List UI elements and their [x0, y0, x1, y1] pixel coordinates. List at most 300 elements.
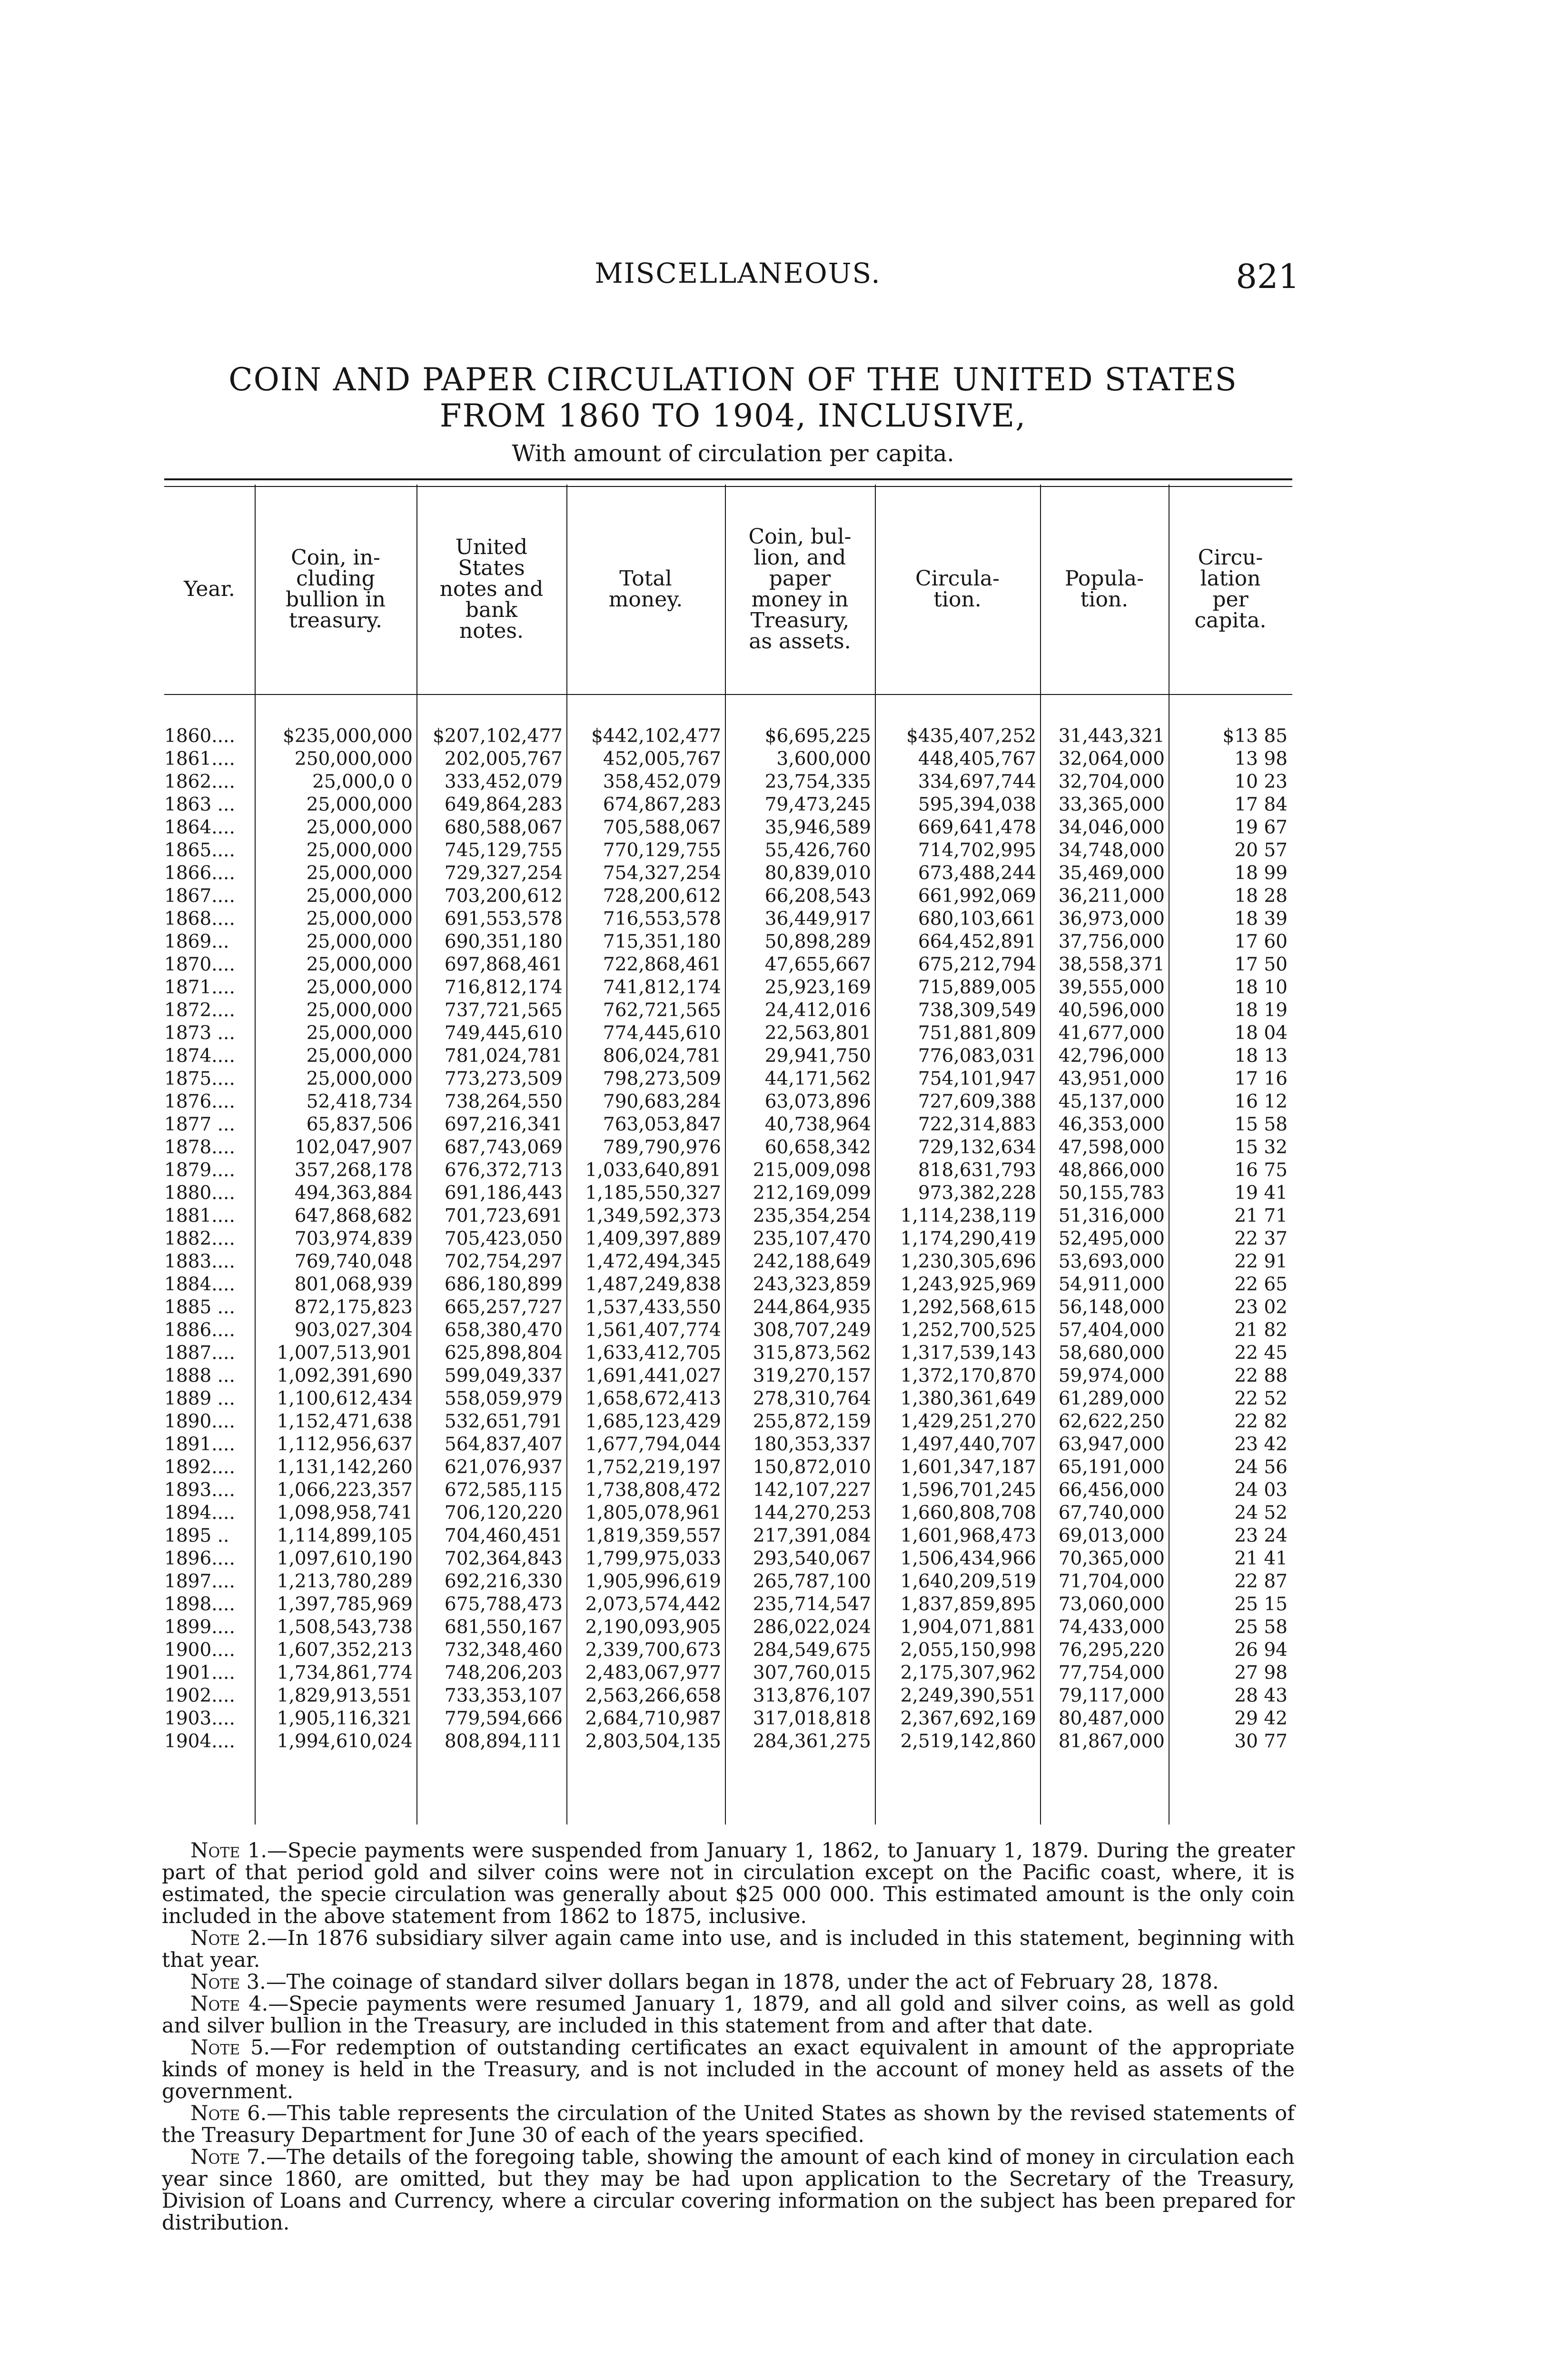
table-row [164, 1570, 1292, 1593]
table-row [164, 1113, 1292, 1136]
cell-total: 2,339,700,673 [585, 1639, 721, 1661]
cell-population: 53,693,000 [1058, 1251, 1165, 1272]
cell-treasury: 63,073,896 [764, 1091, 871, 1112]
cell-treasury: 29,941,750 [764, 1045, 871, 1067]
footnote [162, 1993, 1295, 2037]
cell-circulation: 754,101,947 [918, 1068, 1036, 1090]
cell-population: 74,433,000 [1058, 1616, 1165, 1638]
footnote-label: Note 7. [190, 2145, 267, 2169]
cell-year: 1896.... [164, 1548, 235, 1569]
cell-coin: 25,000,000 [306, 954, 413, 975]
cell-year: 1874.... [164, 1045, 235, 1067]
cell-notes: 733,353,107 [444, 1685, 563, 1706]
cell-total: 1,472,494,345 [585, 1251, 721, 1272]
cell-total: 798,273,509 [603, 1068, 721, 1090]
cell-circulation: 675,212,794 [918, 954, 1036, 975]
cell-total: 2,073,574,442 [585, 1594, 721, 1615]
footnote-text: —The details of the foregoing table, showing the amount of each kind of money in circulation each year since 1860, are omitted, but they may be had upon application to the Secretary of the Treasury, Division of Loans and Currency, where a circular covering information on the subject has been prepared for distribution. [162, 2145, 1295, 2235]
table-row [164, 953, 1292, 976]
cell-circulation: 673,488,244 [918, 863, 1036, 884]
footnote-text: —For redemption of outstanding certificates an exact equivalent in amount of the appropriate kinds of money is held in the Treasury, and is not included in the account of money held as assets of the government. [162, 2036, 1295, 2103]
cell-total: 754,327,254 [603, 863, 721, 884]
table-row [164, 1250, 1292, 1273]
cell-circulation: 751,881,809 [918, 1022, 1036, 1044]
cell-coin: 25,000,000 [306, 1000, 413, 1021]
cell-year: 1894.... [164, 1502, 235, 1524]
cell-treasury: 3,600,000 [776, 748, 871, 770]
cell-treasury: 24,412,016 [764, 1000, 871, 1021]
cell-notes: 701,723,691 [444, 1205, 563, 1227]
cell-per-capita: 29 42 [1234, 1708, 1288, 1729]
table-row [164, 1707, 1292, 1730]
cell-per-capita: 21 41 [1234, 1548, 1288, 1569]
cell-per-capita: 28 43 [1234, 1685, 1288, 1706]
cell-year: 1876.... [164, 1091, 235, 1112]
cell-total: 762,721,565 [603, 1000, 721, 1021]
cell-circulation: 1,837,859,895 [900, 1594, 1036, 1615]
cell-total: 763,053,847 [603, 1114, 721, 1135]
cell-population: 65,191,000 [1058, 1457, 1165, 1478]
cell-coin: 25,000,0 0 [312, 771, 413, 793]
cell-year: 1890.... [164, 1411, 235, 1432]
cell-circulation: 2,519,142,860 [900, 1731, 1036, 1752]
cell-per-capita: 25 15 [1234, 1594, 1288, 1615]
cell-population: 71,704,000 [1058, 1571, 1165, 1592]
cell-notes: 676,372,713 [444, 1160, 563, 1181]
cell-coin: 65,837,506 [306, 1114, 413, 1135]
cell-per-capita: 18 13 [1234, 1045, 1288, 1067]
cell-per-capita: 18 99 [1234, 863, 1288, 884]
cell-treasury: 212,169,099 [753, 1182, 871, 1204]
cell-circulation: 1,243,925,969 [900, 1274, 1036, 1295]
cell-treasury: 235,354,254 [753, 1205, 871, 1227]
cell-population: 36,973,000 [1058, 908, 1165, 930]
cell-treasury: 47,655,667 [764, 954, 871, 975]
column-header-treasury: Coin, bul- lion, and paper money in Treasury, as assets. [748, 525, 852, 654]
column-header-total: Total money. [608, 566, 683, 612]
column-header-circulation: Circula- tion. [915, 566, 1000, 612]
cell-notes: 706,120,220 [444, 1502, 563, 1524]
table-title-line-1: COIN AND PAPER CIRCULATION OF THE UNITED STATES [228, 361, 1238, 398]
table-row [164, 1639, 1292, 1662]
cell-year: 1904.... [164, 1731, 235, 1752]
table-row [164, 1433, 1292, 1456]
footnote-text: —In 1876 subsidiary silver again came into use, and is included in this statement, beginning with that year. [162, 1926, 1295, 1972]
table-row [164, 1502, 1292, 1525]
cell-total: 1,691,441,027 [585, 1365, 721, 1387]
cell-treasury: 80,839,010 [764, 863, 871, 884]
cell-per-capita: 22 87 [1234, 1571, 1288, 1592]
cell-per-capita: 26 94 [1234, 1639, 1288, 1661]
cell-population: 61,289,000 [1058, 1388, 1165, 1409]
cell-per-capita: 20 57 [1234, 840, 1288, 861]
column-header-coin: Coin, in- cluding bullion in treasury. [286, 545, 386, 633]
cell-circulation: 448,405,767 [918, 748, 1036, 770]
table-row [164, 1593, 1292, 1616]
cell-population: 81,867,000 [1058, 1731, 1165, 1752]
table-row [164, 1296, 1292, 1319]
cell-circulation: 1,230,305,696 [900, 1251, 1036, 1272]
cell-coin: 1,097,610,190 [277, 1548, 413, 1569]
cell-year: 1868.... [164, 908, 235, 930]
cell-year: 1870.... [164, 954, 235, 975]
cell-total: 1,677,794,044 [585, 1434, 721, 1455]
table-row [164, 1616, 1292, 1639]
table-row [164, 1479, 1292, 1502]
cell-circulation: 595,394,038 [918, 794, 1036, 815]
cell-per-capita: 17 60 [1234, 931, 1288, 952]
cell-treasury: 150,872,010 [753, 1457, 871, 1478]
cell-population: 32,704,000 [1058, 771, 1165, 793]
cell-year: 1902.... [164, 1685, 235, 1706]
table-row [164, 1068, 1292, 1091]
cell-total: 1,752,219,197 [585, 1457, 721, 1478]
cell-circulation: 738,309,549 [918, 1000, 1036, 1021]
table-row [164, 1388, 1292, 1410]
running-title: MISCELLANEOUS. [595, 257, 881, 289]
table-row [164, 999, 1292, 1022]
cell-total: 2,483,067,977 [585, 1662, 721, 1684]
cell-total: 770,129,755 [603, 840, 721, 861]
cell-total: 2,563,266,658 [585, 1685, 721, 1706]
cell-circulation: $435,407,252 [906, 725, 1036, 747]
cell-notes: 773,273,509 [444, 1068, 563, 1090]
table-row [164, 976, 1292, 999]
footnote [162, 1927, 1295, 1971]
cell-year: 1871.... [164, 977, 235, 998]
cell-coin: 1,213,780,289 [277, 1571, 413, 1592]
cell-circulation: 1,429,251,270 [900, 1411, 1036, 1432]
cell-population: 77,754,000 [1058, 1662, 1165, 1684]
cell-per-capita: 23 02 [1234, 1297, 1288, 1318]
cell-treasury: 317,018,818 [753, 1708, 871, 1729]
cell-circulation: 727,609,388 [918, 1091, 1036, 1112]
cell-population: 80,487,000 [1058, 1708, 1165, 1729]
cell-treasury: 60,658,342 [764, 1137, 871, 1158]
footnote-label: Note 4. [190, 1992, 268, 2016]
cell-population: 63,947,000 [1058, 1434, 1165, 1455]
cell-per-capita: 16 75 [1234, 1160, 1288, 1181]
cell-per-capita: 22 82 [1234, 1411, 1288, 1432]
footnote-label: Note 3. [190, 1970, 266, 1994]
cell-notes: 702,364,843 [444, 1548, 563, 1569]
cell-coin: 25,000,000 [306, 977, 413, 998]
column-header-per-capita: Circu- lation per capita. [1194, 545, 1267, 633]
cell-total: 1,819,359,557 [585, 1525, 721, 1547]
table-row [164, 1662, 1292, 1685]
cell-total: 722,868,461 [603, 954, 721, 975]
table-row [164, 862, 1292, 885]
cell-population: 56,148,000 [1058, 1297, 1165, 1318]
cell-coin: $235,000,000 [283, 725, 413, 747]
table-subtitle: With amount of circulation per capita. [512, 440, 954, 467]
cell-circulation: 661,992,069 [918, 885, 1036, 907]
footnote [162, 1840, 1295, 1927]
table-row [164, 1136, 1292, 1159]
table-row [164, 1525, 1292, 1547]
cell-year: 1877 ... [164, 1114, 235, 1135]
cell-population: 62,622,250 [1058, 1411, 1165, 1432]
cell-population: 58,680,000 [1058, 1342, 1165, 1364]
cell-notes: 687,743,069 [444, 1137, 563, 1158]
cell-notes: 681,550,167 [444, 1616, 563, 1638]
cell-notes: $207,102,477 [433, 725, 563, 747]
cell-treasury: $6,695,225 [764, 725, 871, 747]
cell-coin: 1,994,610,024 [277, 1731, 413, 1752]
cell-circulation: 973,382,228 [918, 1182, 1036, 1204]
cell-coin: 647,868,682 [294, 1205, 413, 1227]
cell-total: 1,561,407,774 [585, 1319, 721, 1341]
cell-population: 50,155,783 [1058, 1182, 1165, 1204]
cell-population: 69,013,000 [1058, 1525, 1165, 1547]
cell-treasury: 242,188,649 [753, 1251, 871, 1272]
cell-circulation: 1,497,440,707 [900, 1434, 1036, 1455]
cell-population: 43,951,000 [1058, 1068, 1165, 1090]
cell-circulation: 334,697,744 [918, 771, 1036, 793]
cell-population: 33,365,000 [1058, 794, 1165, 815]
cell-population: 59,974,000 [1058, 1365, 1165, 1387]
cell-per-capita: 25 58 [1234, 1616, 1288, 1638]
column-header-year: Year. [184, 577, 235, 601]
cell-total: $442,102,477 [591, 725, 721, 747]
cell-coin: 25,000,000 [306, 1022, 413, 1044]
cell-notes: 686,180,899 [444, 1274, 563, 1295]
cell-per-capita: 10 23 [1234, 771, 1288, 793]
cell-year: 1867.... [164, 885, 235, 907]
cell-treasury: 286,022,024 [753, 1616, 871, 1638]
cell-year: 1895 .. [164, 1525, 229, 1547]
cell-year: 1901.... [164, 1662, 235, 1684]
cell-coin: 1,112,956,637 [277, 1434, 413, 1455]
cell-year: 1881.... [164, 1205, 235, 1227]
cell-coin: 1,905,116,321 [277, 1708, 413, 1729]
cell-notes: 558,059,979 [444, 1388, 563, 1409]
table-row [164, 1547, 1292, 1570]
cell-notes: 672,585,115 [444, 1479, 563, 1501]
cell-notes: 649,864,283 [444, 794, 563, 815]
cell-coin: 903,027,304 [294, 1319, 413, 1341]
cell-notes: 665,257,727 [444, 1297, 563, 1318]
cell-per-capita: 24 03 [1234, 1479, 1288, 1501]
cell-notes: 692,216,330 [444, 1571, 563, 1592]
cell-coin: 1,829,913,551 [277, 1685, 413, 1706]
cell-coin: 1,098,958,741 [277, 1502, 413, 1524]
cell-year: 1888 ... [164, 1365, 235, 1387]
cell-per-capita: 18 10 [1234, 977, 1288, 998]
cell-year: 1869... [164, 931, 229, 952]
cell-coin: 25,000,000 [306, 885, 413, 907]
table-row [164, 1273, 1292, 1296]
table-row [164, 1228, 1292, 1250]
footnote [162, 2102, 1295, 2146]
cell-coin: 1,607,352,213 [277, 1639, 413, 1661]
cell-notes: 658,380,470 [444, 1319, 563, 1341]
cell-year: 1875.... [164, 1068, 235, 1090]
cell-total: 1,033,640,891 [585, 1160, 721, 1181]
cell-notes: 781,024,781 [444, 1045, 563, 1067]
cell-notes: 680,588,067 [444, 817, 563, 838]
cell-circulation: 1,601,347,187 [900, 1457, 1036, 1478]
cell-year: 1882.... [164, 1228, 235, 1250]
column-header-population: Popula- tion. [1065, 566, 1144, 612]
cell-treasury: 255,872,159 [753, 1411, 871, 1432]
table-row [164, 908, 1292, 931]
cell-year: 1893.... [164, 1479, 235, 1501]
cell-per-capita: 18 28 [1234, 885, 1288, 907]
table-title-line-2: FROM 1860 TO 1904, INCLUSIVE, [439, 397, 1027, 434]
cell-year: 1889 ... [164, 1388, 235, 1409]
cell-treasury: 243,323,859 [753, 1274, 871, 1295]
cell-total: 705,588,067 [603, 817, 721, 838]
cell-population: 31,443,321 [1058, 725, 1165, 747]
cell-year: 1887.... [164, 1342, 235, 1364]
cell-year: 1860.... [164, 725, 235, 747]
table-row [164, 1410, 1292, 1433]
table-title [162, 362, 1304, 434]
cell-per-capita: 18 04 [1234, 1022, 1288, 1044]
cell-population: 42,796,000 [1058, 1045, 1165, 1067]
footnotes [162, 1840, 1295, 2234]
cell-notes: 732,348,460 [444, 1639, 563, 1661]
cell-per-capita: 19 41 [1234, 1182, 1288, 1204]
cell-notes: 690,351,180 [444, 931, 563, 952]
cell-treasury: 319,270,157 [753, 1365, 871, 1387]
cell-circulation: 1,640,209,519 [900, 1571, 1036, 1592]
cell-coin: 872,175,823 [294, 1297, 413, 1318]
cell-notes: 779,594,666 [444, 1708, 563, 1729]
cell-circulation: 664,452,891 [918, 931, 1036, 952]
cell-coin: 25,000,000 [306, 1068, 413, 1090]
cell-treasury: 235,107,470 [753, 1228, 871, 1250]
cell-notes: 621,076,937 [444, 1457, 563, 1478]
cell-year: 1878.... [164, 1137, 235, 1158]
footnote [162, 2146, 1295, 2234]
cell-notes: 716,812,174 [444, 977, 563, 998]
cell-circulation: 2,367,692,169 [900, 1708, 1036, 1729]
cell-coin: 1,152,471,638 [277, 1411, 413, 1432]
cell-total: 1,537,433,550 [585, 1297, 721, 1318]
cell-population: 52,495,000 [1058, 1228, 1165, 1250]
cell-circulation: 1,174,290,419 [900, 1228, 1036, 1250]
table-row [164, 793, 1292, 816]
column-header-notes: United States notes and bank notes. [439, 535, 544, 643]
cell-coin: 52,418,734 [306, 1091, 413, 1112]
cell-per-capita: 27 98 [1234, 1662, 1288, 1684]
cell-treasury: 36,449,917 [764, 908, 871, 930]
cell-population: 47,598,000 [1058, 1137, 1165, 1158]
cell-total: 2,684,710,987 [585, 1708, 721, 1729]
cell-circulation: 776,083,031 [918, 1045, 1036, 1067]
cell-coin: 1,131,142,260 [277, 1457, 413, 1478]
cell-coin: 1,100,612,434 [277, 1388, 413, 1409]
cell-population: 51,316,000 [1058, 1205, 1165, 1227]
cell-per-capita: 21 71 [1234, 1205, 1288, 1227]
table-row [164, 1045, 1292, 1068]
footnote-text: —Specie payments were resumed January 1, 1879, and all gold and silver coins, as well as gold and silver bullion in the Treasury, are included in this statement from and after that date. [162, 1992, 1295, 2038]
cell-year: 1903.... [164, 1708, 235, 1729]
cell-notes: 745,129,755 [444, 840, 563, 861]
cell-total: 1,905,996,619 [585, 1571, 721, 1592]
table-row [164, 1182, 1292, 1205]
footnote-text: —The coinage of standard silver dollars began in 1878, under the act of February 28, 1878. [266, 1970, 1219, 1994]
cell-population: 76,295,220 [1058, 1639, 1165, 1661]
cell-year: 1865.... [164, 840, 235, 861]
cell-population: 38,558,371 [1058, 954, 1165, 975]
cell-total: 790,683,284 [603, 1091, 721, 1112]
cell-per-capita: 16 12 [1234, 1091, 1288, 1112]
footnote-label: Note 6. [190, 2102, 267, 2125]
cell-per-capita: 24 52 [1234, 1502, 1288, 1524]
cell-notes: 625,898,804 [444, 1342, 563, 1364]
cell-notes: 697,868,461 [444, 954, 563, 975]
cell-total: 1,805,078,961 [585, 1502, 721, 1524]
cell-notes: 704,460,451 [444, 1525, 563, 1547]
circulation-table [164, 485, 1292, 1829]
cell-circulation: 1,252,700,525 [900, 1319, 1036, 1341]
cell-treasury: 142,107,227 [753, 1479, 871, 1501]
cell-notes: 691,186,443 [444, 1182, 563, 1204]
cell-coin: 25,000,000 [306, 931, 413, 952]
cell-treasury: 293,540,067 [753, 1548, 871, 1569]
cell-circulation: 1,601,968,473 [900, 1525, 1036, 1547]
cell-treasury: 35,946,589 [764, 817, 871, 838]
cell-circulation: 1,292,568,615 [900, 1297, 1036, 1318]
cell-total: 728,200,612 [603, 885, 721, 907]
page-number: 821 [1236, 257, 1299, 296]
cell-treasury: 23,754,335 [764, 771, 871, 793]
cell-per-capita: 19 67 [1234, 817, 1288, 838]
cell-population: 46,353,000 [1058, 1114, 1165, 1135]
footnote-label: Note 1. [190, 1839, 267, 1863]
cell-total: 1,349,592,373 [585, 1205, 721, 1227]
table-row [164, 1685, 1292, 1707]
cell-total: 674,867,283 [603, 794, 721, 815]
cell-population: 67,740,000 [1058, 1502, 1165, 1524]
cell-population: 57,404,000 [1058, 1319, 1165, 1341]
page-header [176, 257, 1299, 305]
cell-population: 35,469,000 [1058, 863, 1165, 884]
cell-year: 1898.... [164, 1594, 235, 1615]
cell-coin: 1,007,513,901 [277, 1342, 413, 1364]
cell-per-capita: 23 24 [1234, 1525, 1288, 1547]
cell-population: 41,677,000 [1058, 1022, 1165, 1044]
cell-population: 73,060,000 [1058, 1594, 1165, 1615]
cell-coin: 25,000,000 [306, 863, 413, 884]
table-row [164, 885, 1292, 908]
cell-per-capita: 23 42 [1234, 1434, 1288, 1455]
cell-year: 1883.... [164, 1251, 235, 1272]
cell-coin: 801,068,939 [294, 1274, 413, 1295]
cell-coin: 1,114,899,105 [277, 1525, 413, 1547]
cell-total: 774,445,610 [603, 1022, 721, 1044]
cell-year: 1879.... [164, 1160, 235, 1181]
cell-per-capita: 22 45 [1234, 1342, 1288, 1364]
cell-circulation: 2,249,390,551 [900, 1685, 1036, 1706]
cell-circulation: 1,660,808,708 [900, 1502, 1036, 1524]
cell-notes: 691,553,578 [444, 908, 563, 930]
cell-coin: 25,000,000 [306, 817, 413, 838]
cell-population: 37,756,000 [1058, 931, 1165, 952]
cell-population: 79,117,000 [1058, 1685, 1165, 1706]
cell-treasury: 215,009,098 [753, 1160, 871, 1181]
cell-circulation: 729,132,634 [918, 1137, 1036, 1158]
cell-per-capita: 22 88 [1234, 1365, 1288, 1387]
cell-per-capita: 30 77 [1234, 1731, 1288, 1752]
cell-total: 806,024,781 [603, 1045, 721, 1067]
table-row [164, 1365, 1292, 1388]
cell-total: 452,005,767 [603, 748, 721, 770]
cell-treasury: 217,391,084 [753, 1525, 871, 1547]
